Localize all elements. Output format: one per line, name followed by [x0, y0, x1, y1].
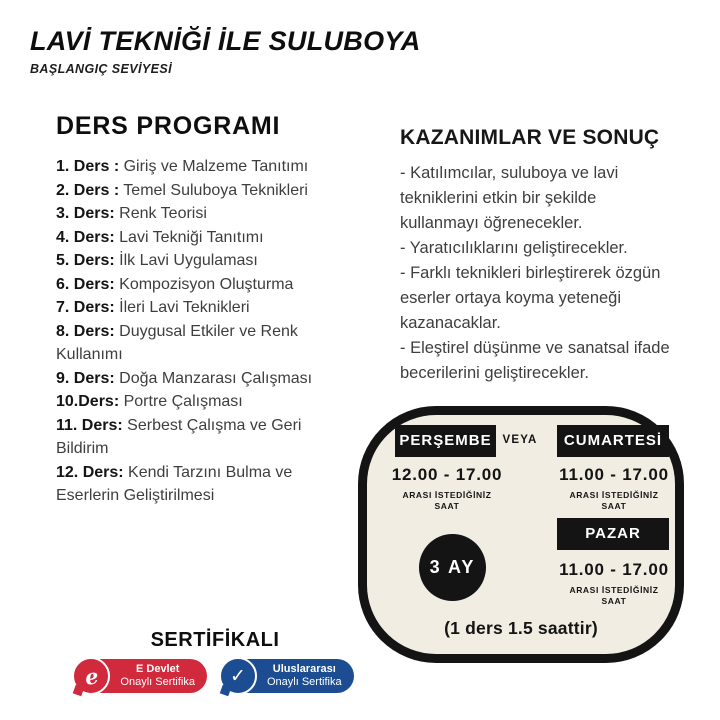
e-devlet-badge [76, 657, 207, 695]
lesson-title: Kompozisyon Oluşturma [119, 275, 294, 293]
lesson-number: 7. Ders: [56, 299, 115, 316]
page-subtitle: BAŞLANGIÇ SEVİYESİ [30, 62, 172, 76]
badge-title: Uluslararası [272, 663, 336, 675]
day-label-cumartesi: CUMARTESİ [557, 425, 669, 457]
lesson-number: 8. Ders: [56, 322, 115, 340]
lesson-title: Temel Suluboya Teknikleri [123, 181, 308, 199]
hours-persembe: 12.00 - 17.00 [391, 465, 503, 484]
lesson-list [56, 155, 321, 508]
certification-section [65, 629, 365, 695]
lesson-number: 2. Ders : [56, 181, 120, 199]
day-label-persembe: PERŞEMBE [395, 425, 496, 457]
lesson-item [56, 273, 321, 297]
international-badge [223, 657, 354, 695]
hours-caption-cumartesi [544, 490, 684, 512]
caption-line2: SAAT [601, 501, 627, 511]
schedule-box [358, 406, 684, 663]
caption-line2: SAAT [434, 501, 460, 511]
lesson-item [56, 414, 321, 461]
hours-cumartesi: 11.00 - 17.00 [559, 465, 669, 484]
lesson-title: Kendi Tarzını Bulma ve Eserlerin Geliştirilmesi [56, 463, 293, 504]
caption-line1: ARASI İSTEDİĞİNİZ [402, 490, 492, 500]
page-title: LAVİ TEKNİĞİ İLE SULUBOYA [30, 26, 421, 56]
lesson-item [56, 249, 321, 273]
lesson-title: Lavi Tekniği Tanıtımı [119, 228, 264, 246]
lesson-title: Duygusal Etkiler ve Renk Kullanımı [56, 322, 298, 363]
check-icon [219, 657, 257, 695]
lesson-item [56, 202, 321, 226]
lesson-number: 3. Ders: [56, 205, 115, 222]
badge-subtitle: Onaylı Sertifika [267, 676, 342, 688]
e-devlet-icon-glyph: e [83, 662, 100, 690]
lesson-title: Serbest Çalışma ve Geri Bildirim [56, 416, 302, 457]
hours-caption-pazar [544, 585, 684, 607]
duration-badge: 3 AY [419, 534, 486, 601]
lesson-item [56, 461, 321, 508]
lesson-number: 9. Ders: [56, 369, 115, 387]
lesson-duration-note: (1 ders 1.5 saattir) [444, 618, 598, 638]
outcome-item: - Eleştirel düşünme ve sanatsal ifade becerilerini geliştirecekler. [400, 339, 670, 382]
lesson-number: 12. Ders: [56, 463, 124, 481]
outcome-item: - Katılımcılar, suluboya ve lavi tekniklerini etkin bir şekilde kullanmayı öğrenecekler. [400, 164, 619, 232]
outcome-item: - Farklı teknikleri birleştirerek özgün eserler ortaya koyma yeteneği kazanacaklar. [400, 264, 661, 332]
lesson-title: İlk Lavi Uygulaması [119, 252, 258, 269]
badge-subtitle: Onaylı Sertifika [120, 676, 195, 688]
lesson-item [56, 320, 321, 367]
lesson-title: Giriş ve Malzeme Tanıtımı [123, 158, 309, 175]
lesson-number: 4. Ders: [56, 228, 115, 246]
lesson-program-section [56, 112, 326, 508]
hours-caption-persembe [377, 490, 517, 512]
hours-pazar: 11.00 - 17.00 [559, 560, 669, 579]
lesson-title: Portre Çalışması [123, 393, 243, 410]
certification-badges [65, 657, 365, 695]
poster-header [30, 26, 421, 76]
badge-title: E Devlet [135, 663, 180, 675]
lesson-item [56, 226, 321, 250]
lesson-number: 5. Ders: [56, 252, 115, 269]
lesson-title: İleri Lavi Teknikleri [119, 299, 250, 316]
lesson-number: 11. Ders: [56, 416, 123, 434]
caption-line2: SAAT [601, 596, 627, 606]
lesson-item [56, 155, 321, 179]
lesson-item [56, 367, 321, 391]
lesson-number: 10.Ders: [56, 393, 120, 410]
outcome-item: - Yaratıcılıklarını geliştirecekler. [400, 239, 628, 257]
lesson-title: Doğa Manzarası Çalışması [119, 369, 313, 387]
program-heading: DERS PROGRAMI [56, 112, 281, 140]
day-label-pazar: PAZAR [557, 518, 669, 550]
lesson-number: 6. Ders: [56, 275, 115, 293]
lesson-item [56, 296, 321, 320]
lesson-number: 1. Ders : [56, 158, 120, 175]
caption-line1: ARASI İSTEDİĞİNİZ [569, 490, 659, 500]
certification-heading: SERTİFİKALI [150, 629, 280, 651]
outcomes-heading: KAZANIMLAR VE SONUÇ [400, 126, 660, 149]
lesson-item [56, 179, 321, 203]
caption-line1: ARASI İSTEDİĞİNİZ [569, 585, 659, 595]
outcomes-section [400, 126, 672, 386]
lesson-title: Renk Teorisi [119, 205, 207, 222]
outcome-list [400, 161, 672, 386]
or-label: VEYA [502, 434, 538, 446]
check-icon-glyph: ✓ [230, 665, 246, 687]
lesson-item [56, 390, 321, 414]
